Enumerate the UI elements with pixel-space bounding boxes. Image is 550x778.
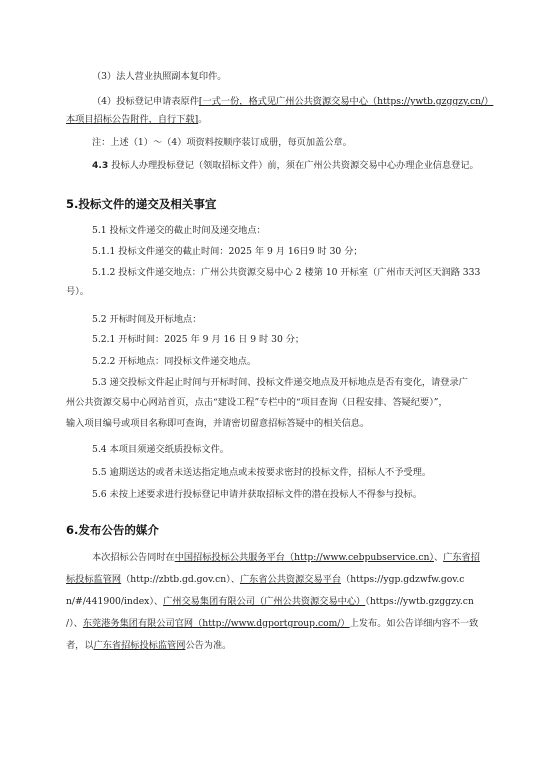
clause-4-3-number: 4.3 (92, 160, 109, 171)
clause-5-2-1: 5.2.1 开标时间：2025 年 9 月 16 日 9 时 30 分； (92, 334, 305, 345)
media-line-5: 者，以广东省招标投标监管网公告为准。 (66, 640, 232, 651)
gd-bidding-supervision-link[interactable]: 广东省招标投标监管网 (93, 640, 186, 651)
clause-5-6: 5.6 未按上述要求进行投标登记申请并获取招标文件的潜在投标人不得参与投标。 (92, 489, 422, 500)
item-4-line1 (92, 96, 493, 108)
item-4-line2: 本项目招标公告附件，自行下载]。 (66, 114, 208, 125)
media-line-3: n/#/441900/index）、广州交易集团有限公司（广州公共资源交易中心）（https://ywtb.gzggzy.cn (66, 596, 474, 607)
guangzhou-trading-group-link[interactable]: 广州交易集团有限公司（广州公共资源交易中心） (163, 596, 366, 607)
clause-5-1-2-cont: 号）。 (66, 286, 89, 297)
clause-5-3-cont1: 州公共资源交易中心网站首页，点击“建设工程”专栏中的“项目查询（日程安排、答疑纪要）”， (66, 397, 448, 408)
clause-5-3: 5.3 递交投标文件起止时间与开标时间、投标文件递交地点及开标地点是否有变化，请登录广 (92, 377, 468, 388)
clause-4-3 (92, 160, 479, 172)
cebpubservice-link[interactable]: 中国招标投标公共服务平台（http://www.cebpubservice.cn） (174, 552, 434, 563)
clause-5-3-cont2: 输入项目编号或项目名称即可查询，并请密切留意招标答疑中的相关信息。 (66, 418, 370, 429)
gd-public-resource-link[interactable]: 广东省公共资源交易平台 (239, 574, 342, 585)
dongguan-port-link[interactable]: 东莞港务集团有限公司官网（http://www.dgportgroup.com/） (82, 618, 350, 629)
item-4-prefix: （4）投标登记申请表原件 (92, 96, 199, 107)
media-line-2: 标投标监管网（http://zbtb.gd.gov.cn）、广东省公共资源交易平台（https://ygp.gdzwfw.gov.c (66, 574, 465, 585)
media-line-4: /）、东莞港务集团有限公司官网（http://www.dgportgroup.com/）上发布。如公告详细内容不一致 (66, 618, 479, 629)
item-4-download-link[interactable]: [一式一份，格式见广州公共资源交易中心（https://ywtb.gzggzy.cn/） (198, 96, 494, 107)
clause-5-5: 5.5 逾期送达的或者未送达指定地点或未按要求密封的投标文件，招标人不予受理。 (92, 467, 432, 478)
item-4-attachment-link[interactable]: 本项目招标公告附件，自行下载] (66, 114, 199, 125)
clause-5-1-2: 5.1.2 投标文件递交地点：广州公共资源交易中心 2 楼第 10 开标室（广州市天河区天润路 333 (92, 267, 481, 278)
clause-5-2-2: 5.2.2 开标地点：同投标文件递交地点。 (92, 356, 257, 367)
clause-5-4: 5.4 本项目须递交纸质投标文件。 (92, 444, 229, 455)
clause-5-2: 5.2 开标时间及开标地点： (92, 314, 202, 325)
gd-bidding-link-part2[interactable]: 标投标监管网 (66, 574, 122, 585)
section-5-heading: 5.投标文件的递交及相关事宜 (66, 197, 217, 211)
clause-5-1-1: 5.1.1 投标文件递交的截止时间：2025 年 9 月 16日9 时 30 分； (92, 246, 363, 257)
note-text: 注：上述（1）～（4）项资料按顺序装订成册，每页加盖公章。 (92, 137, 352, 148)
section-6-heading: 6.发布公告的媒介 (66, 523, 159, 537)
clause-4-3-text: 投标人办理投标登记（领取招标文件）前，须在广州公共资源交易中心办理企业信息登记。 (111, 160, 479, 171)
item-3-text: （3）法人营业执照副本复印件。 (92, 71, 227, 82)
clause-5-1: 5.1 投标文件递交的截止时间及递交地点： (92, 225, 266, 236)
gd-bidding-link-part1[interactable]: 广东省招 (443, 552, 480, 563)
media-line-1: 本次招标公告同时在中国招标投标公共服务平台（http://www.cebpubservice.cn）、广东省招 (92, 552, 480, 563)
